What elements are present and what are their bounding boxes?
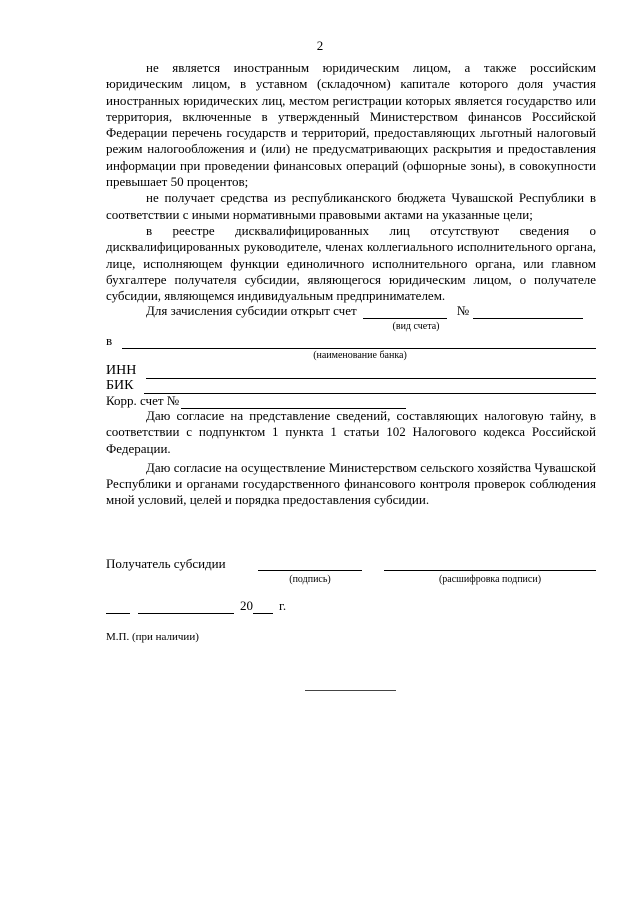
account-open-row	[146, 303, 596, 319]
bank-name-field[interactable]	[122, 336, 596, 349]
condition-disqualified: в реестре дисквалифицированных лиц отсутствуют сведения о дисквалифицированных руководителе, членах коллегиального исполнительного органа, лице, исполняющем функции единоличного исполнительного органа, или главном бухгалтере получателя субсидии, являющегося юридическим лицом, о получателе субсидии, являющемся индивидуальным предпринимателем.	[106, 222, 596, 304]
condition-budget: не получает средства из республиканского бюджета Чувашской Республики в соответствии с иными нормативными правовыми актами на указанные цели;	[106, 190, 596, 222]
conditions-text	[106, 60, 596, 304]
date-month-field[interactable]	[138, 601, 234, 614]
recipient-label: Получатель субсидии	[106, 556, 226, 571]
account-open-label: Для зачисления субсидии открыт счет	[146, 303, 357, 318]
bank-prefix: в	[106, 333, 113, 348]
signature-field[interactable]	[258, 558, 362, 571]
account-number-field[interactable]	[473, 306, 583, 319]
date-row	[106, 598, 306, 614]
bik-label: БИК	[106, 378, 134, 393]
bank-name-caption: (наименование банка)	[313, 350, 407, 361]
inn-label: ИНН	[106, 363, 137, 378]
account-number-sign: №	[456, 303, 470, 318]
inn-row	[106, 363, 596, 379]
bank-row	[106, 333, 596, 349]
corr-account-row	[106, 393, 406, 409]
signature-caption: (подпись)	[289, 574, 331, 585]
end-divider	[305, 690, 396, 691]
consents-text	[106, 408, 596, 512]
consent-tax-secret: Даю согласие на представление сведений, составляющих налоговую тайну, в соответствии с подпунктом 1 пункта 1 статьи 102 Налогового кодекса Российской Федерации.	[106, 408, 596, 456]
signature-row	[106, 556, 596, 574]
corr-account-label: Корр. счет №	[106, 393, 180, 408]
account-type-field[interactable]	[363, 306, 447, 319]
date-year-field[interactable]	[253, 601, 273, 614]
bik-row	[106, 378, 596, 394]
stamp-label: М.П. (при наличии)	[106, 631, 199, 643]
date-year-suffix: г.	[279, 598, 287, 613]
page-number: 2	[316, 38, 324, 53]
signature-decode-caption: (расшифровка подписи)	[438, 574, 542, 585]
date-day-field[interactable]	[106, 601, 130, 614]
condition-offshore: не является иностранным юридическим лицом, а также российским юридическим лицом, в уставном (складочном) капитале которого доля участия иностранных юридических лиц, местом регистрации которых является государство или территория, включенные в утвержденный Министерством финансов Российской Федерации перечень государств и территорий, предоставляющих льготный налоговый режим налогообложения и (или) не предусматривающих раскрытия и предоставления информации при проведении финансовых операций (офшорные зоны), в совокупности превышает 50 процентов;	[106, 60, 596, 190]
consent-inspection: Даю согласие на осуществление Министерством сельского хозяйства Чувашской Республики и органами государственного финансового контроля проверок соблюдения мной условий, целей и порядка предоставления субсидии.	[106, 459, 596, 508]
date-century: 20	[240, 598, 253, 613]
signature-decode-field[interactable]	[384, 558, 596, 571]
account-type-caption: (вид счета)	[392, 321, 440, 332]
